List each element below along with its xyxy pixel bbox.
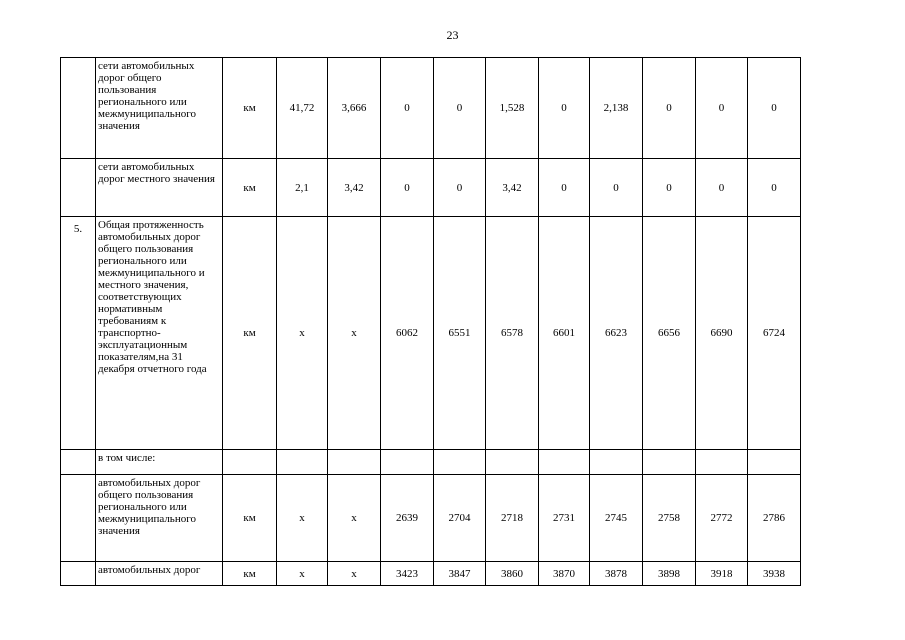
unit-cell: км [223, 217, 277, 450]
value-cell: 2786 [748, 475, 801, 562]
value-cell: 2639 [381, 475, 434, 562]
value-cell: 3423 [381, 562, 434, 586]
value-cell: 3878 [590, 562, 643, 586]
value-cell: 6724 [748, 217, 801, 450]
value-cell: 3898 [643, 562, 696, 586]
value-cell: 6578 [486, 217, 539, 450]
indicator-name-cell: в том числе: [96, 450, 223, 475]
unit-cell: км [223, 562, 277, 586]
row-number-cell [61, 58, 96, 159]
unit-cell [223, 450, 277, 475]
value-cell: х [277, 562, 328, 586]
table-row [61, 58, 801, 159]
value-cell: 2772 [696, 475, 748, 562]
value-cell: 0 [434, 58, 486, 159]
value-cell: 0 [434, 159, 486, 217]
value-cell: 6601 [539, 217, 590, 450]
value-cell [643, 450, 696, 475]
value-cell: 2718 [486, 475, 539, 562]
value-cell: 0 [748, 159, 801, 217]
value-cell [590, 450, 643, 475]
value-cell: 0 [643, 58, 696, 159]
value-cell: 6690 [696, 217, 748, 450]
value-cell: 3,42 [328, 159, 381, 217]
row-number-cell [61, 562, 96, 586]
row-number-cell [61, 159, 96, 217]
indicator-name-cell: автомобильных дорог [96, 562, 223, 586]
value-cell [539, 450, 590, 475]
value-cell: 41,72 [277, 58, 328, 159]
value-cell: х [328, 217, 381, 450]
row-number-cell [61, 450, 96, 475]
unit-cell: км [223, 58, 277, 159]
value-cell: х [277, 217, 328, 450]
value-cell: 2,1 [277, 159, 328, 217]
table-row [61, 159, 801, 217]
table-row [61, 475, 801, 562]
value-cell: 2731 [539, 475, 590, 562]
value-cell: 3,666 [328, 58, 381, 159]
value-cell [277, 450, 328, 475]
value-cell: х [328, 475, 381, 562]
table-row [61, 450, 801, 475]
value-cell: 3,42 [486, 159, 539, 217]
value-cell: 6656 [643, 217, 696, 450]
value-cell: 0 [643, 159, 696, 217]
value-cell: 0 [381, 159, 434, 217]
indicators-table [60, 57, 801, 586]
value-cell [748, 450, 801, 475]
row-number-cell: 5. [61, 217, 96, 450]
value-cell: 3918 [696, 562, 748, 586]
value-cell: 3938 [748, 562, 801, 586]
value-cell: 0 [381, 58, 434, 159]
value-cell: 3847 [434, 562, 486, 586]
table-body [61, 58, 801, 586]
value-cell: 6062 [381, 217, 434, 450]
value-cell [328, 450, 381, 475]
value-cell: 6623 [590, 217, 643, 450]
value-cell: 0 [539, 159, 590, 217]
value-cell: 0 [539, 58, 590, 159]
value-cell: 3870 [539, 562, 590, 586]
value-cell: х [328, 562, 381, 586]
value-cell [434, 450, 486, 475]
indicator-name-cell: сети автомобильных дорог общего пользования регионального или межмуниципального значения [96, 58, 223, 159]
value-cell: 2704 [434, 475, 486, 562]
value-cell: 0 [590, 159, 643, 217]
indicator-name-cell: Общая протяженность автомобильных дорог общего пользования регионального или межмуниципального и местного значения, соответствующих нормативным требованиям к транспортно-эксплуатационным показателям,на 31 декабря отчетного года [96, 217, 223, 450]
page-number: 23 [446, 28, 459, 42]
value-cell: 0 [696, 159, 748, 217]
table-row [61, 217, 801, 450]
value-cell: 2,138 [590, 58, 643, 159]
table-row [61, 562, 801, 586]
indicator-name-cell: автомобильных дорог общего пользования регионального или межмуниципального значения [96, 475, 223, 562]
value-cell: 6551 [434, 217, 486, 450]
value-cell: 1,528 [486, 58, 539, 159]
value-cell: 2745 [590, 475, 643, 562]
value-cell: 0 [748, 58, 801, 159]
indicator-name-cell: сети автомобильных дорог местного значения [96, 159, 223, 217]
value-cell [696, 450, 748, 475]
value-cell: 3860 [486, 562, 539, 586]
row-number-cell [61, 475, 96, 562]
value-cell [381, 450, 434, 475]
value-cell: х [277, 475, 328, 562]
unit-cell: км [223, 475, 277, 562]
value-cell: 2758 [643, 475, 696, 562]
value-cell: 0 [696, 58, 748, 159]
value-cell [486, 450, 539, 475]
unit-cell: км [223, 159, 277, 217]
